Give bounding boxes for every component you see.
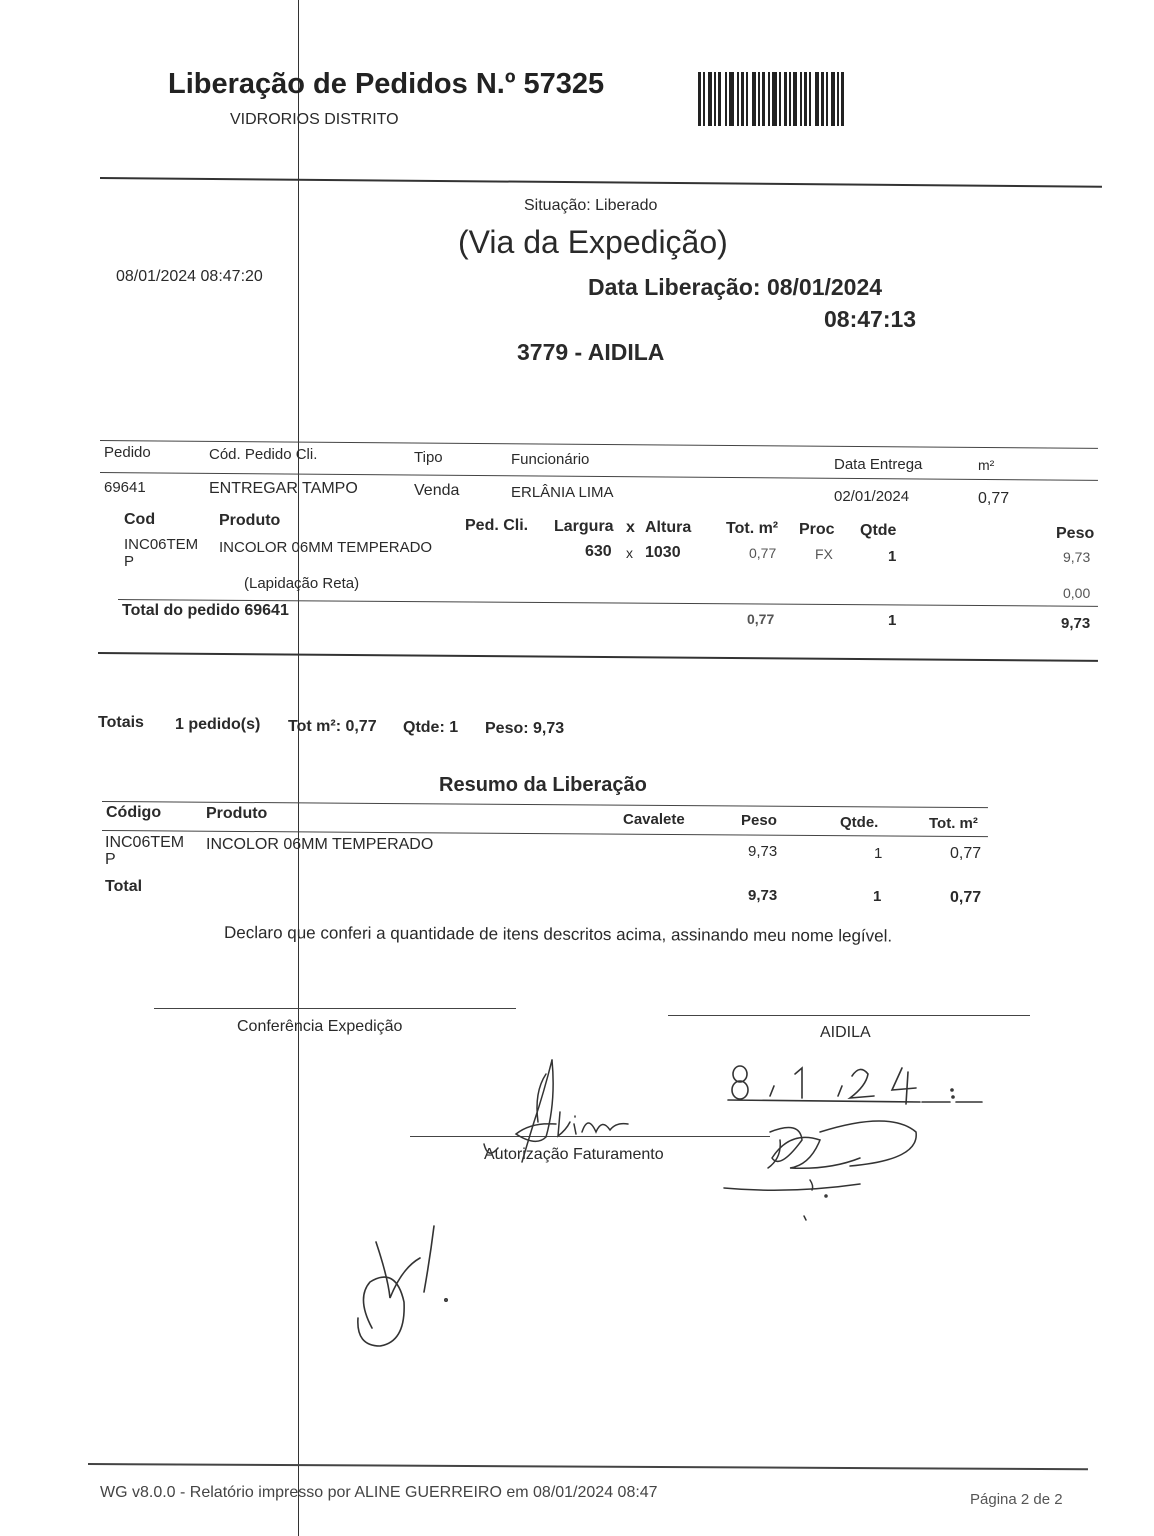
resumo-total-label: Total <box>105 878 143 895</box>
total-qtde: 1 <box>888 612 897 629</box>
item-proc: FX <box>815 546 833 562</box>
autorizacao-label: Autorização Faturamento <box>484 1146 664 1163</box>
via-expedicao: (Via da Expedição) <box>458 224 728 260</box>
row-pedido: 69641 <box>104 479 146 496</box>
col-cod-pedido-cli: Cód. Pedido Cli. <box>209 446 318 463</box>
item-col-qtde: Qtde <box>860 522 897 539</box>
item-qtde: 1 <box>888 548 897 565</box>
item-col-x: x <box>626 519 635 536</box>
resumo-codigo-1: INC06TEM <box>105 834 185 851</box>
resumo-codigo-2: P <box>105 851 116 868</box>
resumo-title: Resumo da Liberação <box>439 774 647 796</box>
handwritten-ok-mark <box>350 1218 460 1358</box>
resumo-total-peso: 9,73 <box>748 887 778 904</box>
item-col-proc: Proc <box>799 521 835 538</box>
conferencia-label: Conferência Expedição <box>237 1018 403 1035</box>
footer-printed-by: WG v8.0.0 - Relatório impresso por ALINE GUERREIRO em 08/01/2024 08:47 <box>100 1484 658 1501</box>
conferencia-signature-line <box>154 1008 516 1009</box>
item-col-tot-m2: Tot. m² <box>726 520 779 537</box>
item-peso: 9,73 <box>1063 549 1091 565</box>
item-col-cod: Cod <box>124 511 156 528</box>
barcode <box>698 72 874 126</box>
resumo-total-tot-m2: 0,77 <box>950 889 982 906</box>
cliente-name: 3779 - AIDILA <box>517 339 665 365</box>
row-m2: 0,77 <box>978 490 1010 507</box>
resumo-col-tot-m2: Tot. m² <box>929 815 978 832</box>
company-name: VIDRORIOS DISTRITO <box>230 111 399 128</box>
resumo-peso: 9,73 <box>748 843 778 860</box>
totais-tot-m2: Tot m²: 0,77 <box>288 718 377 735</box>
resumo-qtde: 1 <box>874 845 883 862</box>
situacao: Situação: Liberado <box>524 197 658 214</box>
document-title: Liberação de Pedidos N.º 57325 <box>168 68 605 100</box>
sub-item-peso: 0,00 <box>1063 585 1091 601</box>
printed-datetime: 08/01/2024 08:47:20 <box>116 268 263 285</box>
col-funcionario: Funcionário <box>511 451 590 468</box>
col-m2: m² <box>978 457 995 473</box>
footer-page-number: Página 2 de 2 <box>970 1491 1063 1508</box>
signature-aline <box>476 1052 656 1167</box>
totais-label: Totais <box>98 714 144 731</box>
col-tipo: Tipo <box>414 449 443 466</box>
resumo-col-qtde: Qtde. <box>840 814 879 831</box>
item-cod-2: P <box>124 553 135 570</box>
item-col-peso: Peso <box>1056 525 1095 542</box>
item-col-produto: Produto <box>219 512 281 529</box>
data-liberacao: Data Liberação: 08/01/2024 <box>588 274 883 300</box>
cliente-label: AIDILA <box>820 1024 871 1041</box>
data-liberacao-time: 08:47:13 <box>824 306 917 332</box>
resumo-tot-m2: 0,77 <box>950 845 982 862</box>
resumo-col-codigo: Código <box>106 804 162 821</box>
header-divider <box>100 177 1102 188</box>
resumo-col-produto: Produto <box>206 805 268 822</box>
total-pedido-label: Total do pedido 69641 <box>122 602 289 619</box>
declaration-text: Declaro que conferi a quantidade de itens descritos acima, assinando meu nome legível. <box>223 923 893 946</box>
cliente-signature-line <box>668 1015 1030 1016</box>
col-pedido: Pedido <box>104 444 151 461</box>
row-cod-pedido-cli: ENTREGAR TAMPO <box>209 480 358 497</box>
row-tipo: Venda <box>414 482 460 499</box>
item-col-largura: Largura <box>554 518 614 535</box>
order-table-bottom-line <box>98 652 1098 662</box>
item-x: x <box>626 545 633 561</box>
handwritten-date <box>720 1060 990 1110</box>
signature-cliente <box>720 1110 930 1225</box>
item-altura: 1030 <box>645 544 681 561</box>
total-tot-m2: 0,77 <box>747 611 775 627</box>
item-produto: INCOLOR 06MM TEMPERADO <box>219 539 433 556</box>
footer-divider <box>88 1463 1088 1470</box>
row-funcionario: ERLÂNIA LIMA <box>511 484 614 501</box>
resumo-col-cavalete: Cavalete <box>623 811 685 828</box>
item-tot-m2: 0,77 <box>749 545 777 561</box>
item-largura: 630 <box>585 543 612 560</box>
total-peso: 9,73 <box>1061 615 1091 632</box>
row-data-entrega: 02/01/2024 <box>834 488 910 505</box>
sub-item-label: (Lapidação Reta) <box>244 575 360 592</box>
resumo-produto: INCOLOR 06MM TEMPERADO <box>206 836 434 853</box>
item-cod-1: INC06TEM <box>124 536 199 553</box>
item-col-altura: Altura <box>645 519 692 536</box>
totais-peso: Peso: 9,73 <box>485 720 565 737</box>
col-data-entrega: Data Entrega <box>834 456 923 473</box>
totais-qtde: Qtde: 1 <box>403 719 459 736</box>
item-col-ped-cli: Ped. Cli. <box>465 517 529 534</box>
totais-pedidos: 1 pedido(s) <box>175 716 261 733</box>
scan-fold-line <box>298 0 299 1536</box>
resumo-col-peso: Peso <box>741 812 777 829</box>
resumo-total-qtde: 1 <box>873 888 882 905</box>
